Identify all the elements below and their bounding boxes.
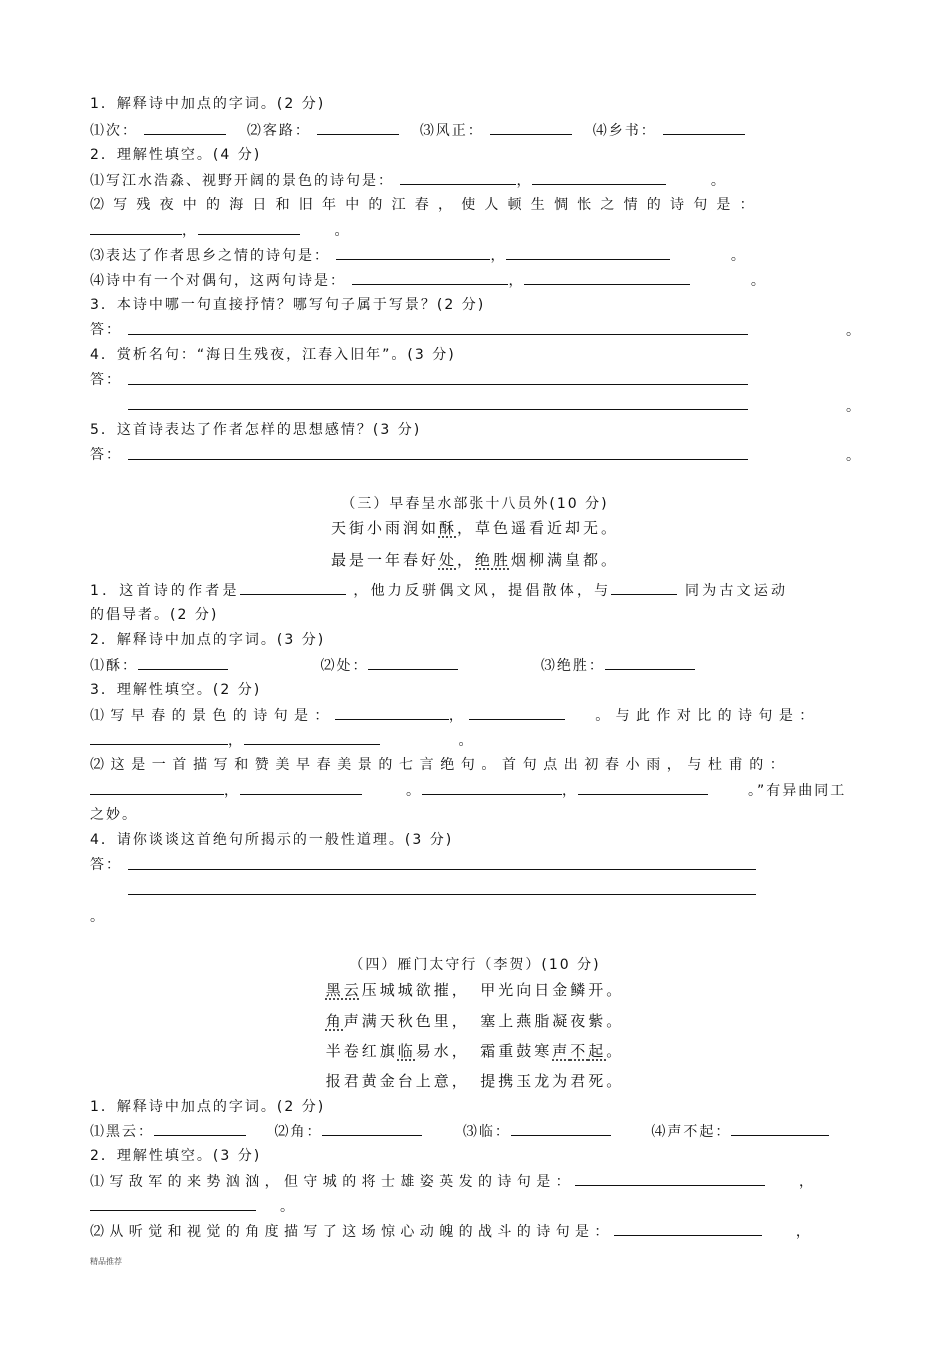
period: 。 (730, 248, 747, 264)
answer-blank[interactable] (400, 170, 516, 185)
poem-text: 易水， 霜重鼓寒 (415, 1042, 553, 1060)
s3-q3-1-text: 。与此作对比的诗句是： (595, 708, 820, 724)
s3-q3-2: ⑵这是一首描写和赞美早春美景的七言绝句。首句点出初春小雨，与杜甫的： (90, 757, 791, 773)
answer-blank[interactable] (138, 655, 228, 670)
comma: ， (508, 273, 525, 289)
s2-q1-items (90, 120, 852, 141)
answer-blank[interactable] (506, 245, 670, 260)
comma: ， (799, 1174, 819, 1190)
dotted-word: 处 (438, 551, 457, 569)
answer-blank[interactable] (469, 705, 565, 720)
s3-q3-1-text: ⑴写早春的景色的诗句是： (90, 708, 335, 724)
s2-q2: 2．理解性填空。(4 分) (90, 147, 262, 163)
s2-q4: 4．赏析名句：“海日生残夜，江春入旧年”。(3 分) (90, 347, 456, 363)
dotted-word: 不 (570, 1042, 589, 1060)
s2-q2-2-blanks (90, 220, 852, 241)
s2-q1-item-2: ⑵客路： (246, 123, 311, 139)
s3-q2-item-2: ⑵处： (320, 658, 369, 674)
answer-blank[interactable] (244, 730, 380, 745)
period: 。 (710, 173, 727, 189)
dotted-word: 绝胜 (475, 551, 512, 569)
answer-blank[interactable] (532, 170, 666, 185)
comma: ， (562, 783, 578, 799)
answer-blank[interactable] (731, 1121, 829, 1136)
poem-text: ， (456, 551, 475, 569)
s3-q2-item-3: ⑶绝胜： (540, 658, 605, 674)
answer-line[interactable] (128, 409, 748, 410)
s3-poem-line-2 (0, 550, 950, 570)
answer-blank[interactable] (368, 655, 458, 670)
s2-q2-1-text: ⑴写江水浩淼、视野开阔的景色的诗句是： (90, 173, 394, 189)
s2-q1: 1．解释诗中加点的字词。(2 分) (90, 96, 326, 112)
s3-q1-cont: 的倡导者。(2 分) (90, 607, 219, 623)
s2-q1-item-4: ⑷乡书： (592, 123, 657, 139)
answer-blank[interactable] (240, 780, 362, 795)
s3-q1 (90, 580, 852, 601)
poem-text: 半卷红旗 (325, 1042, 398, 1060)
comma: ， (182, 223, 198, 239)
answer-blank[interactable] (317, 120, 399, 135)
footer-note: 精品推荐 (90, 1257, 122, 1266)
s3-poem-line-1 (0, 518, 950, 538)
s2-q2-1 (90, 170, 852, 191)
poem-text: 。 (606, 1042, 625, 1060)
s4-q1-item-2: ⑵角： (274, 1124, 323, 1140)
answer-blank[interactable] (90, 780, 224, 795)
s4-q1-item-1: ⑴黑云： (90, 1124, 154, 1140)
s4-q2-1 (90, 1171, 852, 1192)
s4-poem-line-2 (0, 1011, 950, 1031)
s3-q1-text: ，他力反骈偶文风，提倡散体，与 (353, 583, 612, 599)
answer-blank[interactable] (144, 120, 226, 135)
s3-q1-text: 1．这首诗的作者是 (90, 583, 240, 599)
s2-q2-2: ⑵写残夜中的海日和旧年中的江春，使人顿生惆怅之情的诗句是： (90, 197, 763, 213)
s3-q4: 4．请你谈谈这首绝句所揭示的一般性道理。(3 分) (90, 832, 454, 848)
s2-q1-item-3: ⑶风正： (419, 123, 484, 139)
dotted-word: 角 (325, 1012, 344, 1030)
dotted-word: 声 (552, 1042, 571, 1060)
poem-text: 最是一年春好 (330, 551, 439, 569)
answer-blank[interactable] (240, 580, 346, 595)
s4-q2: 2．理解性填空。(3 分) (90, 1148, 262, 1164)
answer-line[interactable] (128, 869, 756, 870)
answer-blank[interactable] (663, 120, 745, 135)
answer-blank[interactable] (154, 1121, 246, 1136)
answer-blank[interactable] (322, 1121, 422, 1136)
comma: ， (224, 783, 240, 799)
s2-q2-3 (90, 245, 852, 266)
s2-q2-4-text: ⑷诗中有一个对偶句，这两句诗是： (90, 273, 346, 289)
s4-q2-1-text: ⑴写敌军的来势汹汹，但守城的将士雄姿英发的诗句是： (90, 1174, 575, 1190)
s3-q2-item-1: ⑴酥： (90, 658, 138, 674)
period: 。 (334, 223, 351, 239)
poem-text: 声满天秋色里， 塞上燕脂凝夜紫。 (343, 1012, 625, 1030)
answer-label: 答： (90, 857, 122, 873)
s3-q3-2-cont: 之妙。 (90, 807, 138, 823)
s4-q1-item-3: ⑶临： (462, 1124, 511, 1140)
answer-blank[interactable] (578, 780, 708, 795)
s3-q3-2-blanks (90, 780, 852, 801)
dotted-word: 酥 (438, 519, 457, 537)
s4-q2-2 (90, 1221, 852, 1242)
answer-line[interactable] (128, 384, 748, 385)
poem-text: 压城城欲摧， 甲光向日金鳞开。 (361, 981, 625, 999)
s4-q1-items (90, 1121, 852, 1142)
s4-poem-line-4: 报君黄金台上意， 提携玉龙为君死。 (325, 1072, 625, 1090)
answer-blank[interactable] (335, 705, 449, 720)
answer-blank[interactable] (90, 220, 182, 235)
s3-title: （三）早春呈水部张十八员外(10 分) (341, 496, 609, 512)
poem-text: 烟柳满皇都。 (511, 551, 620, 569)
s3-q1-text: 同为古文运动 (685, 583, 789, 599)
answer-label: 答： (90, 322, 122, 338)
poem-text: 天街小雨润如 (330, 519, 439, 537)
s3-q3-1 (90, 705, 852, 726)
answer-blank[interactable] (422, 780, 562, 795)
period: 。 (90, 909, 104, 925)
dotted-word: 黑云 (325, 981, 362, 999)
period: 。 (280, 1199, 296, 1215)
answer-blank[interactable] (524, 270, 690, 285)
comma: ， (490, 248, 507, 264)
poem-text: ，草色遥看近却无。 (457, 519, 620, 537)
s4-poem-line-1 (0, 980, 950, 1000)
answer-blank[interactable] (336, 245, 490, 260)
period: 。 (406, 783, 422, 799)
s2-q2-3-text: ⑶表达了作者思乡之情的诗句是： (90, 248, 330, 264)
answer-blank[interactable] (352, 270, 508, 285)
period: 。 (750, 273, 767, 289)
comma: ， (516, 173, 533, 189)
period: 。 (458, 733, 475, 749)
s2-q3: 3．本诗中哪一句直接抒情？哪写句子属于写景？(2 分) (90, 297, 486, 313)
comma: ， (228, 733, 244, 749)
s3-q3-1-blanks (90, 730, 852, 751)
answer-blank[interactable] (198, 220, 300, 235)
s3-q2: 2．解释诗中加点的字词。(3 分) (90, 632, 326, 648)
answer-blank[interactable] (490, 120, 572, 135)
s4-title: （四）雁门太守行（李贺）(10 分) (349, 957, 601, 973)
s2-q5: 5．这首诗表达了作者怎样的思想感情？(3 分) (90, 422, 422, 438)
answer-line[interactable] (128, 334, 748, 335)
period: 。 (846, 399, 860, 415)
comma: ， (795, 1224, 816, 1240)
answer-blank[interactable] (511, 1121, 611, 1136)
period: 。 (846, 323, 860, 339)
s3-q2-items (90, 655, 852, 676)
s4-q1: 1．解释诗中加点的字词。(2 分) (90, 1099, 326, 1115)
s3-q3-2-text: 。”有异曲同工 (748, 783, 847, 799)
answer-line[interactable] (128, 459, 748, 460)
comma: ， (448, 708, 470, 724)
answer-blank[interactable] (614, 1221, 762, 1236)
answer-blank[interactable] (611, 580, 677, 595)
answer-blank[interactable] (605, 655, 695, 670)
s4-q1-item-4: ⑷声不起： (651, 1124, 732, 1140)
period: 。 (846, 448, 860, 464)
s2-q2-4 (90, 270, 852, 291)
s2-q1-item-1: ⑴次： (90, 123, 138, 139)
s3-q3: 3．理解性填空。(2 分) (90, 682, 262, 698)
answer-line[interactable] (128, 894, 756, 895)
s4-q2-2-text: ⑵从听觉和视觉的角度描写了这场惊心动魄的战斗的诗句是： (90, 1224, 614, 1240)
dotted-word: 临 (397, 1042, 416, 1060)
answer-blank[interactable] (90, 1196, 256, 1211)
answer-label: 答： (90, 372, 122, 388)
s4-q2-1-blanks (90, 1196, 852, 1217)
answer-blank[interactable] (575, 1171, 765, 1186)
dotted-word: 起 (588, 1042, 607, 1060)
answer-label: 答： (90, 447, 122, 463)
answer-blank[interactable] (90, 730, 228, 745)
s4-poem-line-3 (0, 1041, 950, 1061)
